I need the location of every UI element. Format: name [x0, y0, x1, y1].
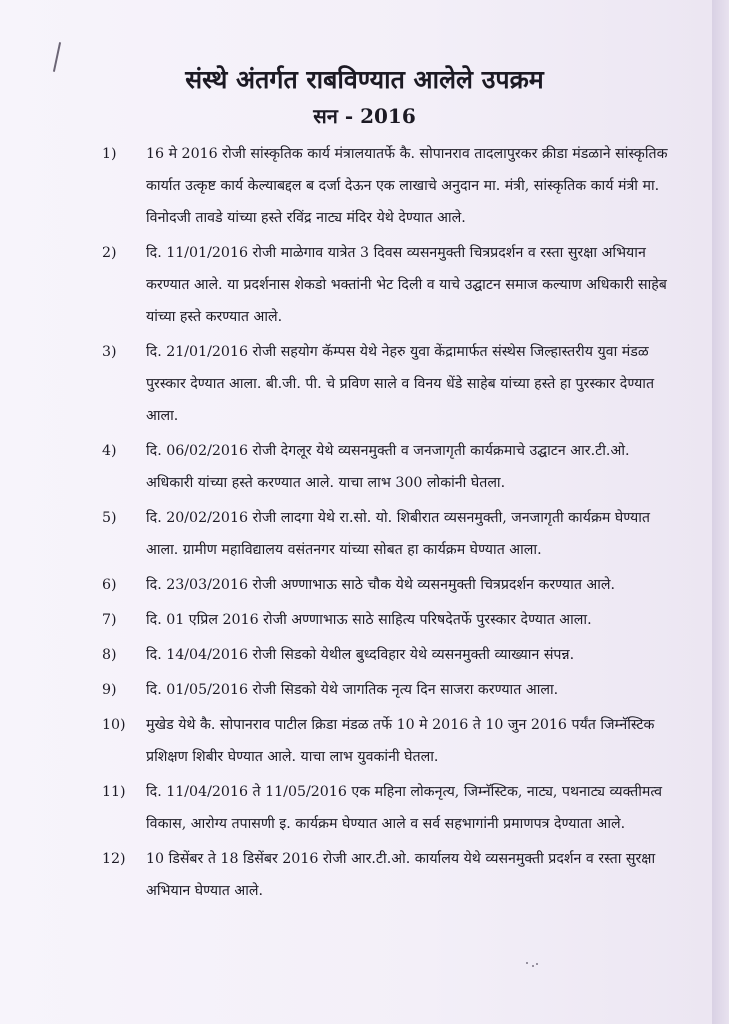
list-item	[0, 237, 729, 333]
item-text: दि. 14/04/2016 रोजी सिडको येथील बुध्दविहार येथे व्यसनमुक्ती व्याख्यान संपन्न.	[146, 647, 575, 663]
item-text: दि. 20/02/2016 रोजी लादगा येथे रा.सो. यो. शिबीरात व्यसनमुक्ती, जनजागृती कार्यक्रम घेण्यात आला. ग्रामीण महाविद्यालय वसंतनगर यांच्या सोबत हा कार्यक्रम घेण्यात आला.	[146, 510, 650, 558]
item-number: 9)	[102, 682, 117, 698]
item-text: दि. 06/02/2016 रोजी देगलूर येथे व्यसनमुक्ती व जनजागृती कार्यक्रमाचे उद्घाटन आर.टी.ओ. अधिकारी यांच्या हस्ते करण्यात आले. याचा लाभ 300 लोकांनी घेतला.	[146, 443, 630, 491]
item-number: 6)	[102, 577, 117, 593]
item-number: 11)	[102, 784, 126, 800]
item-number: 1)	[102, 146, 117, 162]
list-item	[0, 639, 729, 671]
item-text: दि. 01/05/2016 रोजी सिडको येथे जागतिक नृत्य दिन साजरा करण्यात आला.	[146, 682, 559, 698]
speck	[526, 962, 528, 964]
activity-list	[0, 138, 729, 910]
item-text: 16 मे 2016 रोजी सांस्कृतिक कार्य मंत्रालयातर्फे कै. सोपानराव तादलापुरकर क्रीडा मंडळाने सांस्कृतिक कार्यात उत्कृष्ट कार्य केल्याबद्दल ब दर्जा देऊन एक लाखाचे अनुदान मा. मंत्री, सांस्कृतिक कार्य मंत्री मा. विनोदजी तावडे यांच्या हस्ते रविंद्र नाट्य मंदिर येथे देण्यात आले.	[146, 146, 668, 226]
list-item	[0, 435, 729, 499]
item-text: दि. 23/03/2016 रोजी अण्णाभाऊ साठे चौक येथे व्यसनमुक्ती चित्रप्रदर्शन करण्यात आले.	[146, 577, 616, 593]
item-number: 12)	[102, 851, 126, 867]
item-number: 7)	[102, 612, 117, 628]
item-text: दि. 11/01/2016 रोजी माळेगाव यात्रेत 3 दिवस व्यसनमुक्ती चित्रप्रदर्शन व रस्ता सुरक्षा अभियान करण्यात आले. या प्रदर्शनास शेकडो भक्तांनी भेट दिली व याचे उद्घाटन समाज कल्याण अधिकारी साहेब यांच्या हस्ते करण्यात आले.	[146, 245, 667, 325]
list-item	[0, 569, 729, 601]
item-text: 10 डिसेंबर ते 18 डिसेंबर 2016 रोजी आर.टी.ओ. कार्यालय येथे व्यसनमुक्ती प्रदर्शन व रस्ता सुरक्षा अभियान घेण्यात आले.	[146, 851, 656, 899]
item-text: दि. 21/01/2016 रोजी सहयोग कॅम्पस येथे नेहरु युवा केंद्रामार्फत संस्थेस जिल्हास्तरीय युवा मंडळ पुरस्कार देण्यात आला. बी.जी. पी. चे प्रविण साले व विनय धेंडे साहेब यांच्या हस्ते हा पुरस्कार देण्यात आला.	[146, 344, 655, 424]
list-item	[0, 502, 729, 566]
list-item	[0, 138, 729, 234]
item-number: 8)	[102, 647, 117, 663]
list-item	[0, 776, 729, 840]
item-text: दि. 01 एप्रिल 2016 रोजी अण्णाभाऊ साठे साहित्य परिषदेतर्फे पुरस्कार देण्यात आला.	[146, 612, 592, 628]
speck	[532, 965, 534, 967]
item-number: 4)	[102, 443, 117, 459]
item-text: मुखेड येथे कै. सोपानराव पाटील क्रिडा मंडळ तर्फे 10 मे 2016 ते 10 जुन 2016 पर्यंत जिम्नॅस्टिक प्रशिक्षण शिबीर घेण्यात आले. याचा लाभ युवकांनी घेतला.	[146, 717, 655, 765]
item-text: दि. 11/04/2016 ते 11/05/2016 एक महिना लोकनृत्य, जिम्नॅस्टिक, नाट्य, पथनाट्य व्यक्तीमत्व विकास, आरोग्य तपासणी इ. कार्यक्रम घेण्यात आले व सर्व सहभागांनी प्रमाणपत्र देण्याता आले.	[146, 784, 663, 832]
item-number: 5)	[102, 510, 117, 526]
list-item	[0, 336, 729, 432]
list-item	[0, 674, 729, 706]
list-item	[0, 709, 729, 773]
list-item	[0, 843, 729, 907]
paper-specks	[526, 962, 538, 968]
item-number: 2)	[102, 245, 117, 261]
speck	[536, 963, 538, 965]
document-year: सन - 2016	[313, 104, 416, 128]
item-number: 3)	[102, 344, 117, 360]
list-item	[0, 604, 729, 636]
item-number: 10)	[102, 717, 126, 733]
document-title: संस्थे अंतर्गत राबविण्यात आलेले उपक्रम	[185, 65, 544, 94]
